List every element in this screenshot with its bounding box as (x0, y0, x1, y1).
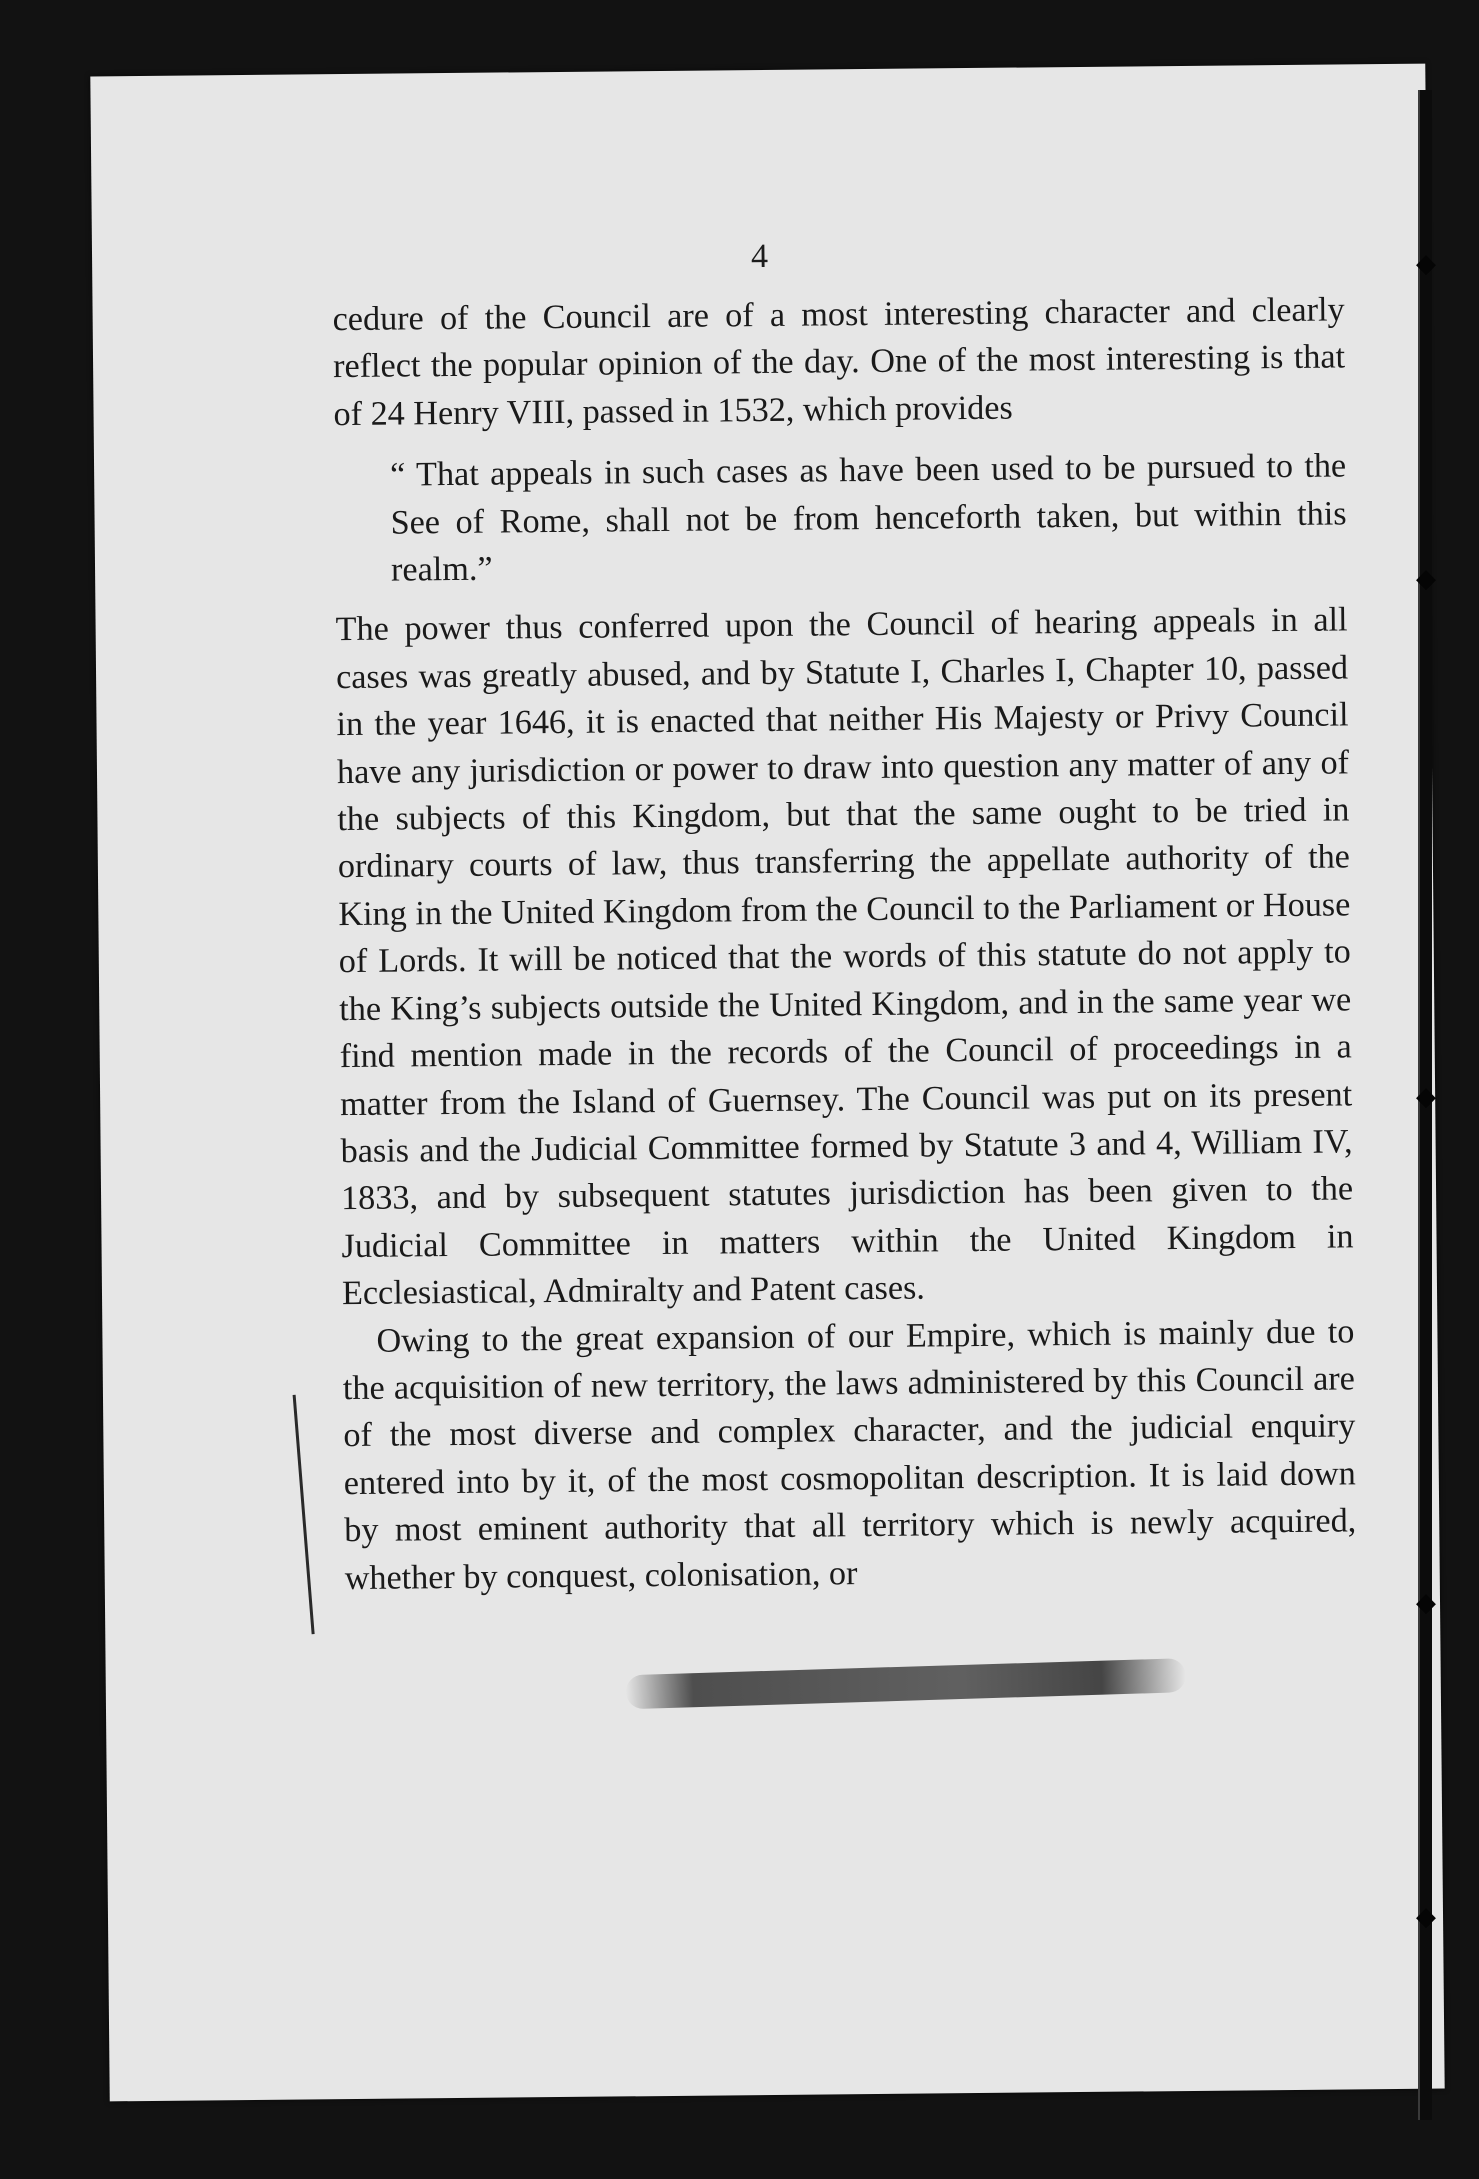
spine-arrow-icon: ◆ (1416, 564, 1436, 594)
spine-arrow-icon: ◆ (1416, 1902, 1436, 1932)
margin-pencil-mark (293, 1395, 315, 1634)
page-number: 4 (750, 237, 769, 276)
spine-arrow-icon: ◆ (1416, 1082, 1436, 1112)
block-quote: “ That appeals in such cases as have been used to be pursued to the See of Rome, shall not be from henceforth taken, but within this realm.” (389, 447, 1347, 589)
ink-smudge-mark (625, 1658, 1186, 1709)
book-page (90, 64, 1444, 2102)
body-text (332, 286, 1356, 1602)
spine-arrow-icon: ◆ (1416, 249, 1436, 279)
paragraph-2: The power thus conferred upon the Council of hearing appeals in all cases was greatly abused, and by Statute I, Charles I, Chapter 10, passed in the year 1646, it is enacted that neither His Majesty or Privy Council have any jurisdiction or power to draw into question any matter of any of the subjects of this Kingdom, but that the same ought to be tried in ordinary courts of law, thus transferring the appellate authority of the King in the United Kingdom from the Council to the Parliament or House of Lords. It will be noticed that the words of this statute do not apply to the King’s subjects outside the United Kingdom, and in the same year we find mention made in the records of the Council of proceedings in a matter from the Island of Guernsey. The Council was put on its present basis and the Judicial Committee formed by Statute 3 and 4, William IV, 1833, and by subsequent statutes jurisdiction has been given to the Judicial Committee in matters within the United Kingdom in Ecclesiastical, Admiralty and Patent cases. (335, 601, 1354, 1313)
spine-arrow-icon: ◆ (1416, 1588, 1436, 1618)
paragraph-3: Owing to the great expansion of our Empire, which is mainly due to the acquisition of new territory, the laws administered by this Council are of the most diverse and complex character, and the judicial enquiry entered into by it, of the most cosmopolitan description. It is laid down by most eminent authority that all territory which is newly acquired, whether by conquest, colonisation, or (342, 1312, 1357, 1597)
paragraph-1: cedure of the Council are of a most interesting character and clearly reflect the popular opinion of the day. One of the most interesting is that of 24 Henry VIII, passed in 1532, which provides (332, 291, 1346, 433)
